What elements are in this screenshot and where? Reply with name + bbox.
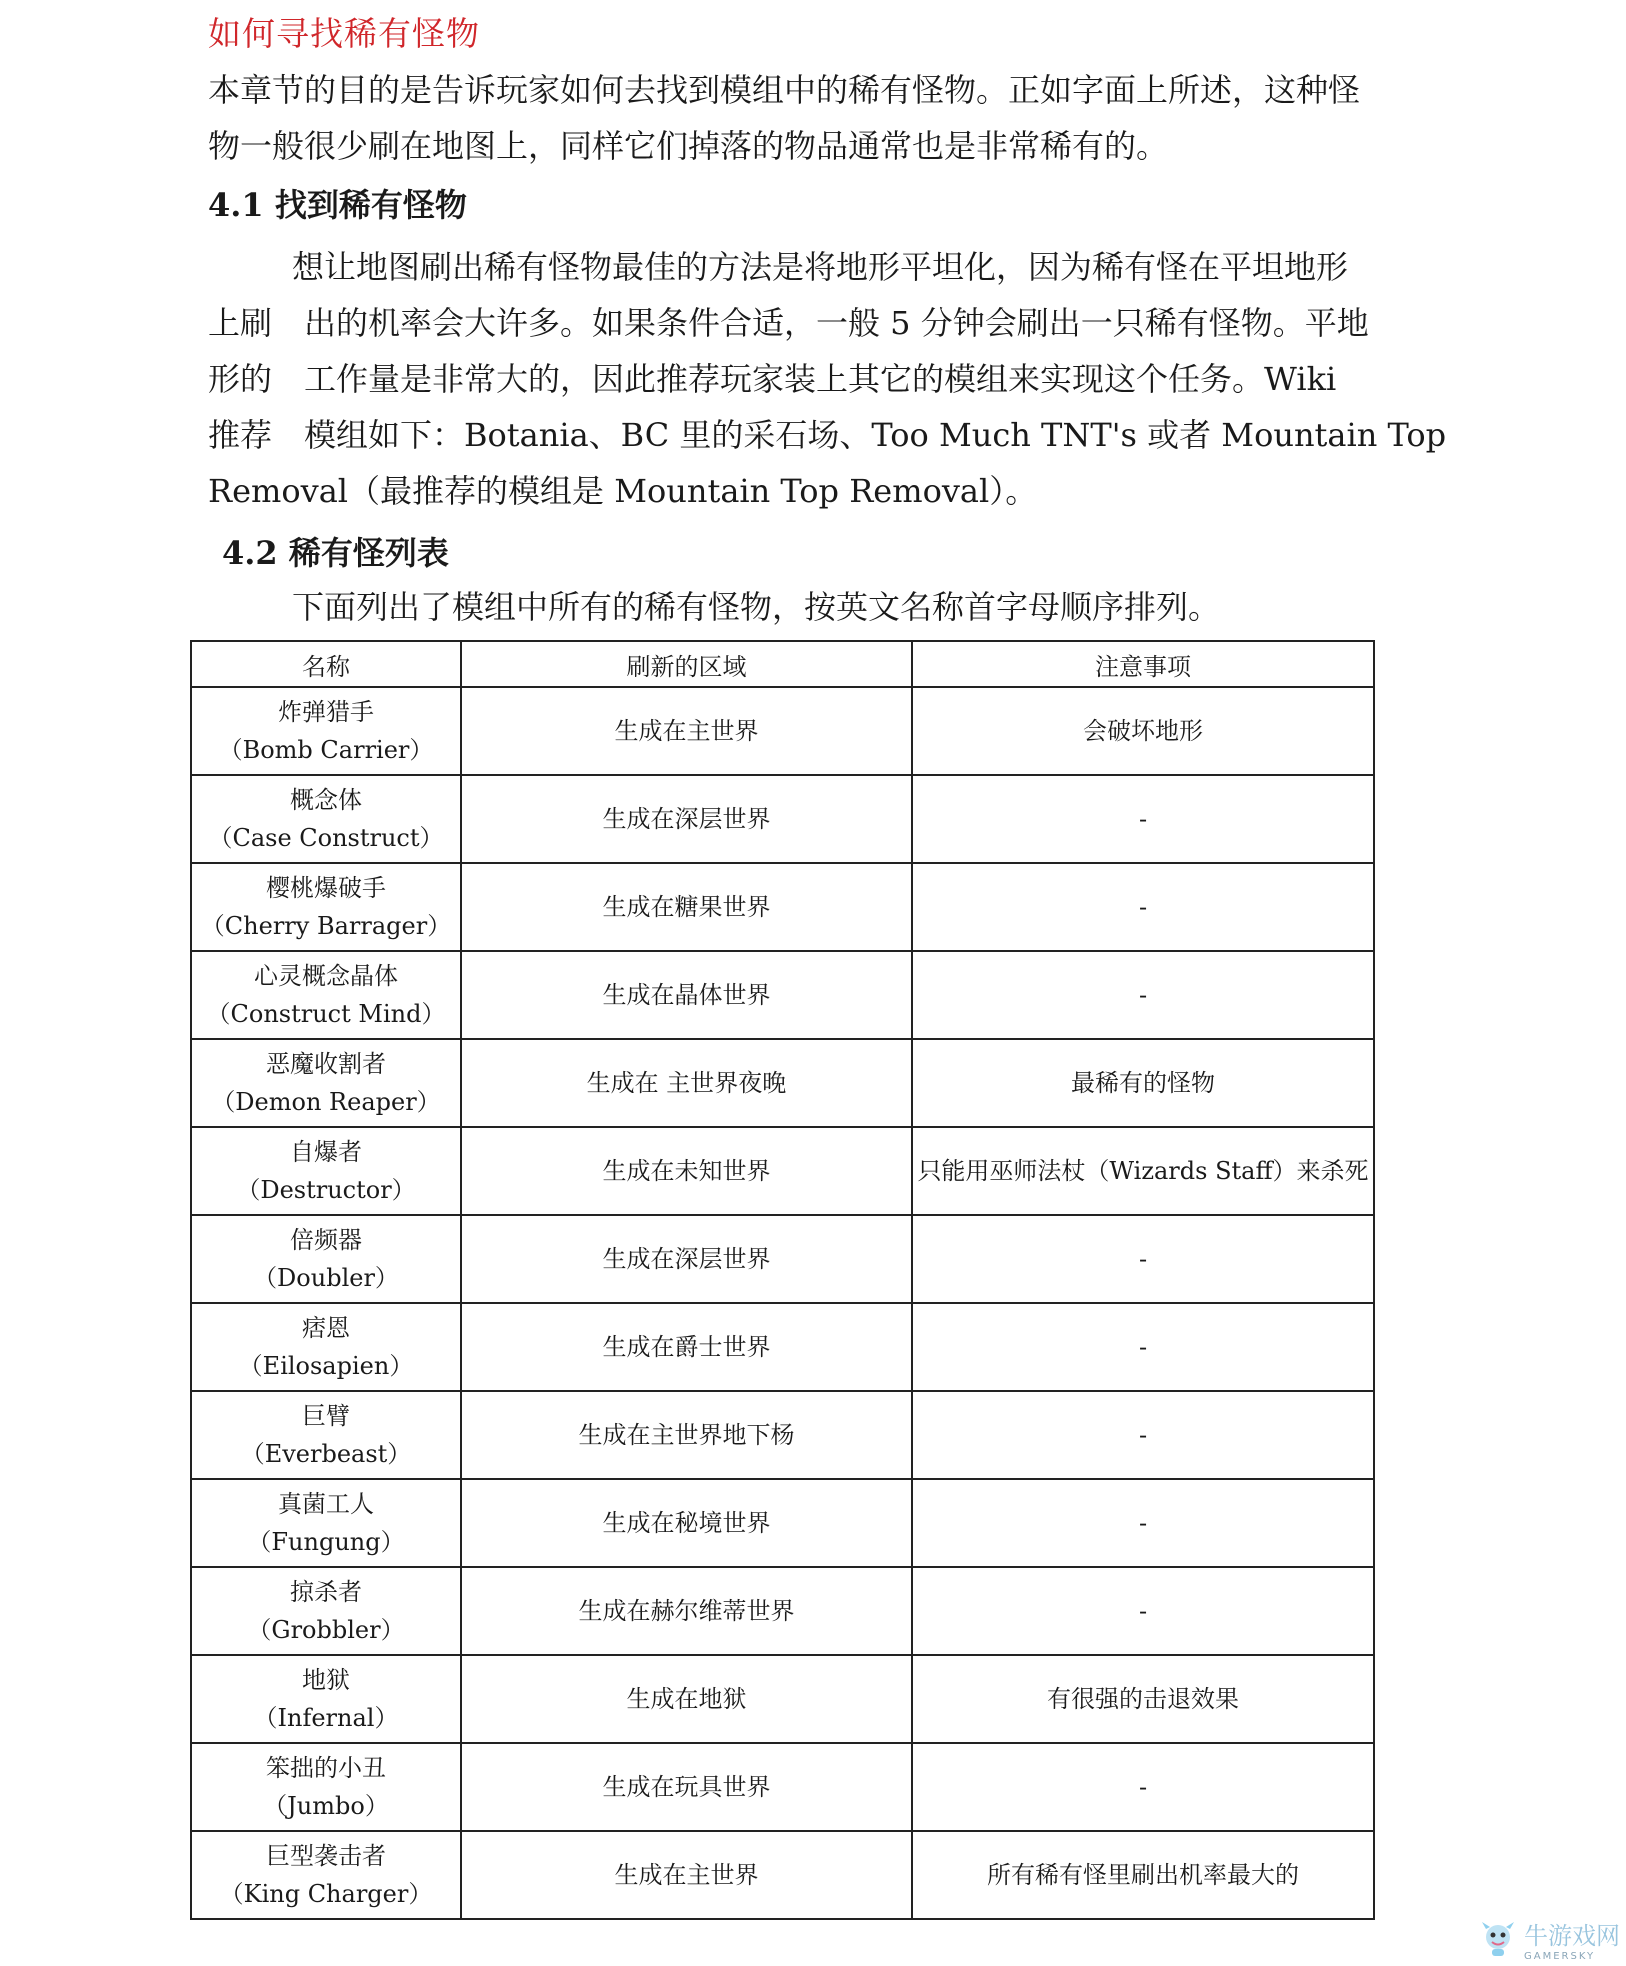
table-row	[191, 1567, 1374, 1655]
table-header-row	[191, 641, 1374, 687]
monster-name-en: （Jumbo）	[263, 1792, 389, 1820]
table-row	[191, 1479, 1374, 1567]
note-cell: -	[912, 1215, 1374, 1303]
monster-name-en: （Demon Reaper）	[211, 1088, 441, 1116]
spawn-area-cell: 生成在主世界	[461, 687, 912, 775]
monster-name-cell	[191, 1479, 461, 1567]
table-row	[191, 1831, 1374, 1919]
spawn-area-cell: 生成在地狱	[461, 1655, 912, 1743]
monster-name-en: （Fungung）	[247, 1528, 405, 1556]
note-cell: 最稀有的怪物	[912, 1039, 1374, 1127]
note-cell: 会破坏地形	[912, 687, 1374, 775]
monster-name-en: （King Charger）	[219, 1880, 433, 1908]
spawn-area-cell: 生成在深层世界	[461, 1215, 912, 1303]
section1-line-2: 上刷 出的机率会大许多。如果条件合适，一般 5 分钟会刷出一只稀有怪物。平地	[208, 304, 1369, 342]
monster-name-cell	[191, 1391, 461, 1479]
monster-name-cn: 巨臂	[302, 1402, 350, 1430]
monster-name-cell	[191, 1215, 461, 1303]
note-cell: -	[912, 951, 1374, 1039]
watermark	[1478, 1916, 1620, 1962]
monster-name-cn: 笨拙的小丑	[266, 1754, 386, 1782]
spawn-area-cell: 生成在赫尔维蒂世界	[461, 1567, 912, 1655]
spawn-area-cell: 生成在主世界	[461, 1831, 912, 1919]
monster-name-cn: 地狱	[302, 1666, 350, 1694]
page-title: 如何寻找稀有怪物	[208, 14, 480, 53]
note-cell: -	[912, 863, 1374, 951]
mascot-icon	[1478, 1919, 1518, 1959]
header-name: 名称	[191, 641, 461, 687]
table-row	[191, 1655, 1374, 1743]
watermark-cn: 牛游戏网	[1524, 1922, 1620, 1950]
note-cell: -	[912, 1391, 1374, 1479]
monster-name-en: （Grobbler）	[247, 1616, 405, 1644]
monster-name-cn: 掠杀者	[290, 1578, 362, 1606]
monster-name-cell	[191, 1655, 461, 1743]
table-row	[191, 1391, 1374, 1479]
note-cell: 所有稀有怪里刷出机率最大的	[912, 1831, 1374, 1919]
section2-intro: 下面列出了模组中所有的稀有怪物，按英文名称首字母顺序排列。	[292, 588, 1221, 626]
spawn-area-cell: 生成在深层世界	[461, 775, 912, 863]
spawn-area-cell: 生成在主世界地下杨	[461, 1391, 912, 1479]
section1-line-4: 推荐 模组如下：Botania、BC 里的采石场、Too Much TNT's 或者 Mountain Top	[208, 416, 1447, 454]
spawn-area-cell: 生成在晶体世界	[461, 951, 912, 1039]
table-row	[191, 775, 1374, 863]
monster-name-cell	[191, 1743, 461, 1831]
monster-name-en: （Construct Mind）	[206, 1000, 446, 1028]
note-cell: -	[912, 1743, 1374, 1831]
monster-name-en: （Destructor）	[236, 1176, 416, 1204]
monster-name-cn: 心灵概念晶体	[254, 962, 398, 990]
note-cell: -	[912, 775, 1374, 863]
monster-name-cell	[191, 775, 461, 863]
watermark-en: GAMERSKY	[1524, 1951, 1596, 1962]
note-cell: -	[912, 1303, 1374, 1391]
monster-name-cell	[191, 1039, 461, 1127]
monster-name-cn: 自爆者	[290, 1138, 362, 1166]
monster-name-cn: 概念体	[290, 786, 362, 814]
monster-name-cell	[191, 863, 461, 951]
table-row	[191, 687, 1374, 775]
monster-name-en: （Doubler）	[253, 1264, 399, 1292]
spawn-area-cell: 生成在秘境世界	[461, 1479, 912, 1567]
monster-name-cell	[191, 1127, 461, 1215]
note-cell: 有很强的击退效果	[912, 1655, 1374, 1743]
table-row	[191, 1215, 1374, 1303]
header-note: 注意事项	[912, 641, 1374, 687]
monster-name-cn: 恶魔收割者	[266, 1050, 386, 1078]
spawn-area-cell: 生成在玩具世界	[461, 1743, 912, 1831]
table-row	[191, 863, 1374, 951]
monster-name-cell	[191, 1303, 461, 1391]
header-area: 刷新的区域	[461, 641, 912, 687]
note-cell: -	[912, 1479, 1374, 1567]
monster-name-cell	[191, 1567, 461, 1655]
spawn-area-cell: 生成在爵士世界	[461, 1303, 912, 1391]
section1-line-5: Removal（最推荐的模组是 Mountain Top Removal）。	[208, 472, 1038, 510]
monster-name-cell	[191, 1831, 461, 1919]
spawn-area-cell: 生成在未知世界	[461, 1127, 912, 1215]
section-heading-4-1: 4.1 找到稀有怪物	[208, 186, 467, 224]
table-row	[191, 1127, 1374, 1215]
note-cell: -	[912, 1567, 1374, 1655]
rare-monster-table	[190, 640, 1375, 1920]
monster-name-en: （Infernal）	[253, 1704, 399, 1732]
monster-name-cell	[191, 951, 461, 1039]
section1-line-3: 形的 工作量是非常大的，因此推荐玩家装上其它的模组来实现这个任务。Wiki	[208, 360, 1337, 398]
monster-name-en: （Cherry Barrager）	[200, 912, 452, 940]
monster-name-cell	[191, 687, 461, 775]
table-row	[191, 1039, 1374, 1127]
table-row	[191, 951, 1374, 1039]
monster-name-en: （Bomb Carrier）	[218, 736, 434, 764]
monster-name-en: （Everbeast）	[240, 1440, 412, 1468]
monster-name-en: （Eilosapien）	[238, 1352, 414, 1380]
table-row	[191, 1743, 1374, 1831]
monster-name-cn: 痞恩	[302, 1314, 350, 1342]
monster-name-cn: 炸弹猎手	[278, 698, 374, 726]
monster-name-cn: 巨型袭击者	[266, 1842, 386, 1870]
spawn-area-cell: 生成在糖果世界	[461, 863, 912, 951]
table-row	[191, 1303, 1374, 1391]
section1-line-1: 想让地图刷出稀有怪物最佳的方法是将地形平坦化，因为稀有怪在平坦地形	[292, 248, 1349, 286]
monster-name-cn: 真菌工人	[278, 1490, 374, 1518]
monster-name-cn: 倍频器	[290, 1226, 362, 1254]
section-heading-4-2: 4.2 稀有怪列表	[222, 534, 449, 572]
monster-name-en: （Case Construct）	[208, 824, 444, 852]
spawn-area-cell: 生成在 主世界夜晚	[461, 1039, 912, 1127]
intro-paragraph: 本章节的目的是告诉玩家如何去找到模组中的稀有怪物。正如字面上所述，这种怪物一般很少刷在地图上，同样它们掉落的物品通常也是非常稀有的。	[208, 71, 1361, 165]
monster-name-cn: 樱桃爆破手	[266, 874, 386, 902]
note-cell: 只能用巫师法杖（Wizards Staff）来杀死	[912, 1127, 1374, 1215]
